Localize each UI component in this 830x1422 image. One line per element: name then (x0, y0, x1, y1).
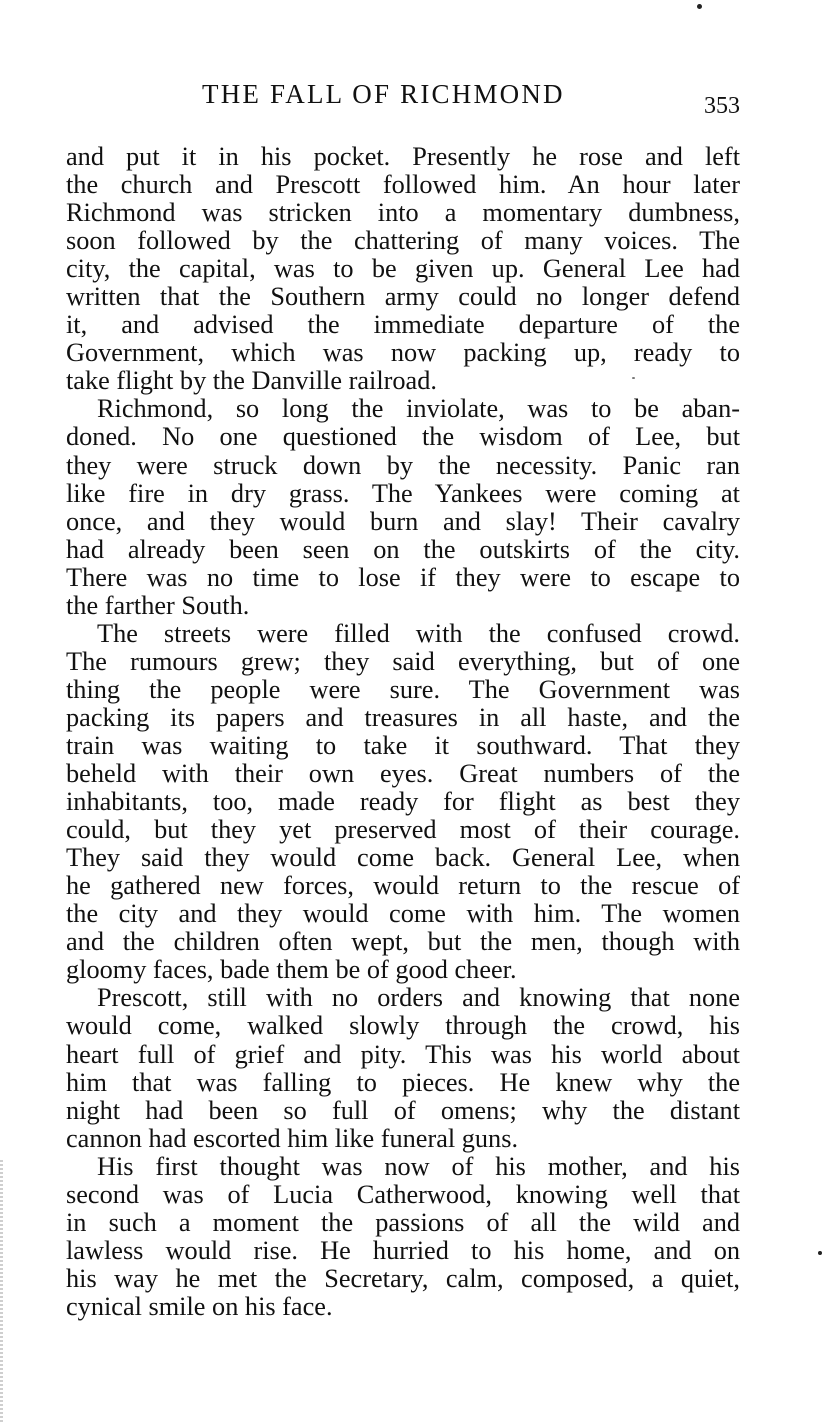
text-line: There was no time to lose if they were to escape to (66, 563, 740, 592)
text-line: cynical smile on his face. (66, 1292, 333, 1321)
text-line: night had been so full of omens; why the distant (66, 1096, 740, 1125)
text-line: like fire in dry grass. The Yankees were coming at (66, 479, 740, 508)
running-title: THE FALL OF RICHMOND (202, 79, 565, 109)
text-line: city, the capital, was to be given up. General Lee had (66, 255, 740, 284)
text-line: They said they would come back. General Lee, when (66, 844, 740, 873)
page-header (66, 76, 740, 119)
text-line: and the children often wept, but the men, though with (66, 928, 740, 957)
text-line: written that the Southern army could no longer defend (66, 283, 740, 312)
text-line: would come, walked slowly through the crowd, his (66, 1012, 740, 1041)
paragraph-1 (66, 143, 740, 395)
text-line: Prescott, still with no orders and knowing that none (97, 984, 740, 1013)
text-line: train was waiting to take it southward. That they (66, 731, 740, 760)
paragraph-5 (66, 1153, 740, 1321)
text-line: lawless would rise. He hurried to his home, and on (66, 1236, 740, 1265)
text-line: cannon had escorted him like funeral guns. (66, 1124, 519, 1153)
text-line: his way he met the Secretary, calm, composed, a quiet, (66, 1264, 740, 1293)
text-line: soon followed by the chattering of many voices. The (66, 227, 740, 256)
text-line: and put it in his pocket. Presently he rose and left (66, 143, 740, 171)
body-text (66, 143, 740, 1321)
text-line: the church and Prescott followed him. An hour later (66, 171, 740, 200)
paragraph-3 (66, 620, 740, 985)
text-line: packing its papers and treasures in all haste, and the (66, 703, 740, 732)
paragraph-4 (66, 984, 740, 1152)
page-number: 353 (704, 93, 740, 119)
scan-speck (697, 4, 702, 9)
text-line: His first thought was now of his mother, and his (97, 1152, 740, 1181)
text-line: thing the people were sure. The Government was (66, 675, 740, 704)
text-line: beheld with their own eyes. Great numbers of the (66, 760, 740, 789)
scan-edge-artifact (0, 1160, 3, 1422)
text-line: once, and they would burn and slay! Their cavalry (66, 507, 740, 536)
text-line: could, but they yet preserved most of their courage. (66, 816, 740, 845)
text-line: the farther South. (66, 591, 250, 620)
text-line: had already been seen on the outskirts of the city. (66, 535, 740, 564)
scan-speck (632, 377, 635, 379)
text-line: it, and advised the immediate departure of the (66, 311, 740, 340)
text-line: The streets were filled with the confused crowd. (97, 619, 740, 648)
text-line: Richmond was stricken into a momentary dumbness, (66, 199, 740, 228)
text-line: he gathered new forces, would return to the rescue of (66, 872, 740, 901)
scan-speck (818, 1251, 822, 1255)
paragraph-2 (66, 395, 740, 619)
text-line: The rumours grew; they said everything, but of one (66, 647, 740, 676)
text-line: him that was falling to pieces. He knew why the (66, 1068, 740, 1097)
text-line: in such a moment the passions of all the wild and (66, 1208, 740, 1237)
text-line: inhabitants, too, made ready for flight as best they (66, 788, 740, 817)
text-line: gloomy faces, bade them be of good cheer. (66, 956, 517, 985)
text-line: second was of Lucia Catherwood, knowing well that (66, 1180, 740, 1209)
text-line: Government, which was now packing up, ready to (66, 339, 740, 368)
text-line: Richmond, so long the inviolate, was to be aban- (97, 395, 740, 424)
text-line: doned. No one questioned the wisdom of Lee, but (66, 423, 740, 452)
text-line: the city and they would come with him. The women (66, 900, 740, 929)
text-line: heart full of grief and pity. This was his world about (66, 1040, 740, 1069)
text-line: they were struck down by the necessity. Panic ran (66, 451, 740, 480)
text-line: take flight by the Danville railroad. (66, 367, 437, 396)
